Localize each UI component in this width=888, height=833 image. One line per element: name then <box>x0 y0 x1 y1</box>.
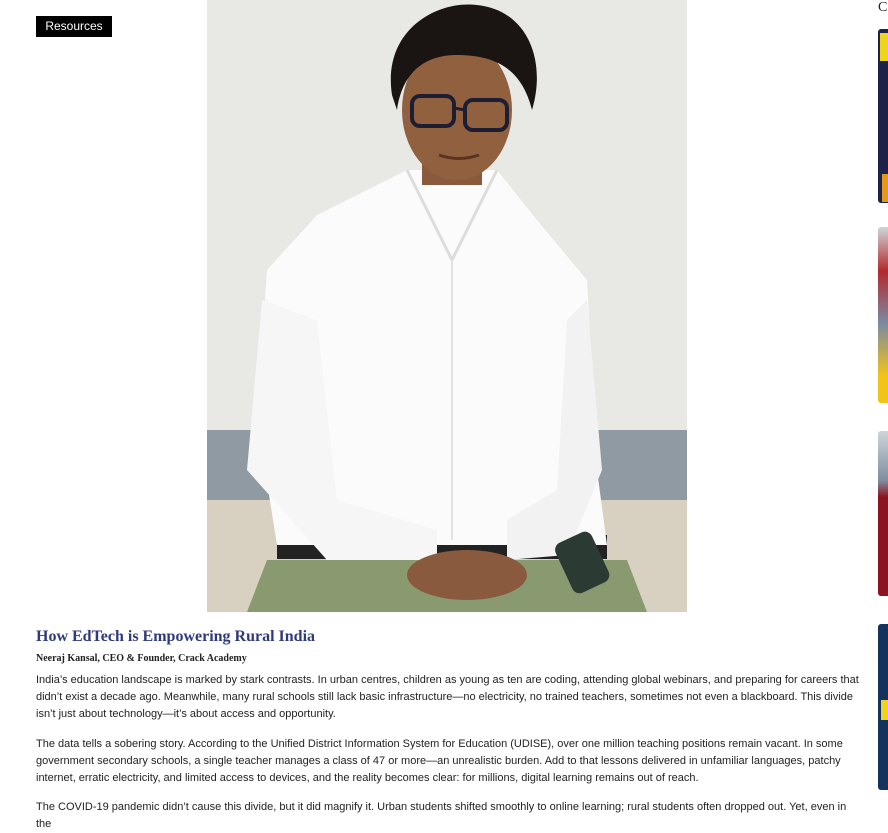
article-byline: Neeraj Kansal, CEO & Founder, Crack Academy <box>36 653 247 664</box>
portrait-photo <box>207 0 687 612</box>
sidebar-card-thumbnail[interactable] <box>878 29 888 203</box>
sidebar-card-thumbnail[interactable] <box>878 431 888 596</box>
article-paragraph: The data tells a sobering story. According to the Unified District Information System for Education (UDISE), over one million teaching positions remain vacant. In some government secondary schools, a single teacher manages a class of 47 or more—an unrealistic burden. Add to that lessons delivered in unfamiliar languages, patchy internet, erratic electricity, and limited access to devices, and the reality becomes clear: for millions, digital learning remains out of reach. <box>36 738 843 784</box>
article-paragraph: India’s education landscape is marked by stark contrasts. In urban centres, children as young as ten are coding, attending global webinars, and preparing for careers that didn’t exist a decade ago. Meanwhile, many rural schools still lack basic infrastructure—no electricity, no trained teachers, sometimes not even a blackboard. This divide isn’t just about technology—it’s about access and opportunity. <box>36 674 859 720</box>
article-paragraph: The COVID-19 pandemic didn’t cause this divide, but it did magnify it. Urban students shifted smoothly to online learning; rural students often dropped out. Yet, even in the <box>36 801 847 830</box>
sidebar-card-thumbnail[interactable] <box>878 624 888 790</box>
article-hero-image <box>207 0 687 612</box>
sidebar-heading: C <box>878 0 888 15</box>
sidebar-card-thumbnail[interactable] <box>878 227 888 403</box>
article-title: How EdTech is Empowering Rural India <box>36 628 316 645</box>
category-tag-resources[interactable]: Resources <box>36 16 112 37</box>
